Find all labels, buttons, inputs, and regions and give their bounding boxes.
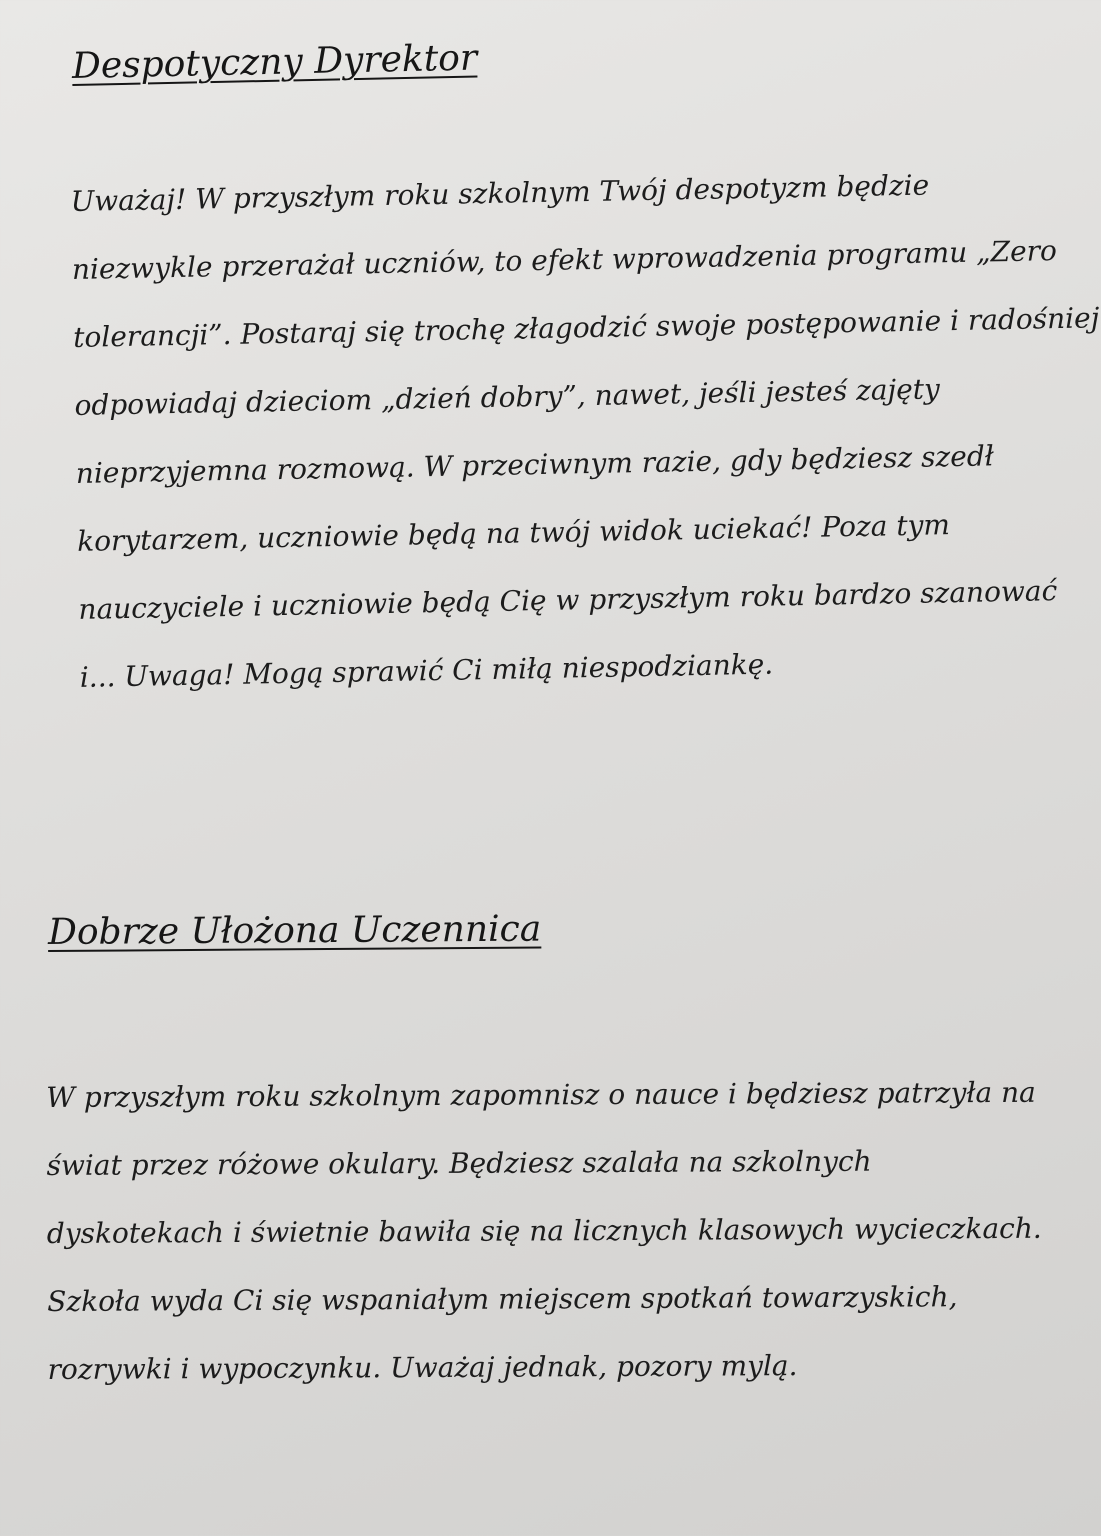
text-line: Uważaj! W przyszłym roku szkolnym Twój despotyzm będzie bbox=[70, 168, 930, 218]
text-line: nauczyciele i uczniowie będą Cię w przyszłym roku bardzo szanować bbox=[78, 574, 1058, 626]
text-line: korytarzem, uczniowie będą na twój widok uciekać! Poza tym bbox=[76, 508, 951, 558]
section-paragraph bbox=[70, 148, 1101, 712]
text-line: i... Uwaga! Mogą sprawić Ci miłą niespodziankę. bbox=[79, 647, 774, 694]
text-line: odpowiadaj dzieciom „dzień dobry”, nawet, jeśli jesteś zajęty bbox=[74, 372, 941, 422]
text-line: nieprzyjemna rozmową. W przeciwnym razie, gdy będziesz szedł bbox=[75, 439, 995, 490]
text-line: W przyszłym roku szkolnym zapomnisz o nauce i będziesz patrzyła na bbox=[46, 1075, 1036, 1114]
text-line: rozrywki i wypoczynku. Uważaj jednak, pozory mylą. bbox=[47, 1349, 798, 1386]
text-line: świat przez różowe okulary. Będziesz szalała na szkolnych bbox=[46, 1144, 872, 1182]
section-heading: Dobrze Ułożona Uczennica bbox=[47, 908, 542, 953]
section-paragraph bbox=[46, 1059, 1043, 1404]
text-line: Szkoła wyda Ci się wspaniałym miejscem spotkań towarzyskich, bbox=[47, 1280, 958, 1318]
text-line: tolerancji”. Postaraj się trochę złagodzić swoje postępowanie i radośniej bbox=[72, 301, 1100, 354]
section-heading: Despotyczny Dyrektor bbox=[71, 37, 478, 87]
text-line: niezwykle przerażał uczniów, to efekt wprowadzenia programu „Zero bbox=[71, 234, 1058, 286]
text-line: dyskotekach i świetnie bawiła się na licznych klasowych wycieczkach. bbox=[46, 1211, 1042, 1250]
